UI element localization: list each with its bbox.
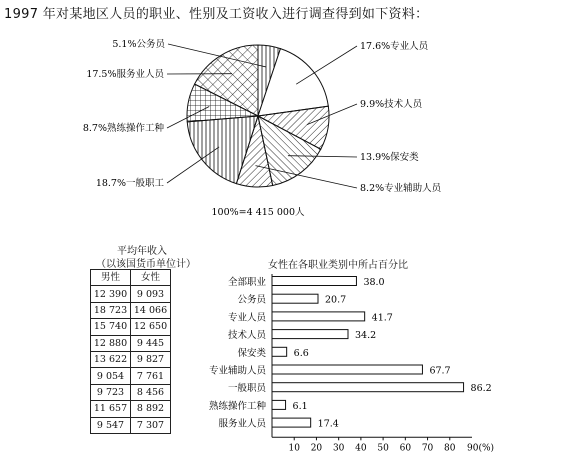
bar — [272, 312, 365, 321]
bar-category-label: 全部职业 — [227, 277, 266, 288]
female-income-cell: 8 456 — [131, 384, 171, 400]
x-tick-label: 30 — [332, 443, 345, 454]
salary-table-subtitle: （以该国货币单位计） — [96, 259, 196, 270]
male-income-cell: 13 622 — [91, 351, 131, 367]
salary-table-title: 平均年收入 — [117, 246, 167, 257]
pie-slice-label: 9.9%技术人员 — [360, 99, 423, 110]
x-tick-label: 50 — [377, 443, 389, 454]
table-row — [91, 351, 171, 367]
bar — [272, 365, 422, 374]
bar-category-label: 熟练操作工种 — [208, 400, 266, 412]
male-income-cell: 9 723 — [91, 384, 131, 400]
bar-category-label: 保安类 — [237, 347, 266, 359]
male-income-cell: 15 740 — [91, 319, 131, 335]
female-income-cell: 14 066 — [131, 302, 171, 318]
x-tick-label: 10 — [288, 443, 300, 454]
pie-slice-label: 8.7%熟练操作工种 — [82, 123, 164, 134]
bar — [272, 347, 287, 356]
bar — [272, 418, 311, 427]
salary-table — [90, 269, 171, 434]
bar-category-label: 公务员 — [237, 294, 266, 306]
bar-value-label: 34.2 — [355, 330, 377, 342]
female-income-cell: 9 445 — [131, 335, 171, 351]
bar-value-label: 20.7 — [325, 294, 347, 306]
male-income-cell: 11 657 — [91, 401, 131, 417]
table-row — [91, 335, 171, 351]
male-income-cell: 12 390 — [91, 286, 131, 302]
pie-slice-label: 17.5%服务业人员 — [86, 69, 164, 80]
bar-category-label: 专业辅助人员 — [208, 365, 266, 377]
bar — [272, 330, 348, 339]
bar-value-label: 6.1 — [292, 400, 308, 412]
bar-value-label: 41.7 — [371, 312, 393, 324]
bar — [272, 294, 318, 303]
bar-chart — [209, 274, 494, 453]
bar-value-label: 38.0 — [363, 277, 385, 288]
female-income-cell: 7 761 — [131, 368, 171, 384]
x-tick-label: 70 — [421, 443, 434, 454]
bar-value-label: 67.7 — [429, 365, 451, 377]
female-income-cell: 7 307 — [131, 417, 171, 433]
pie-chart — [83, 38, 443, 194]
pie-slice-label: 17.6%专业人员 — [360, 41, 429, 52]
bar-chart-title: 女性在各职业类别中所占百分比 — [268, 260, 408, 271]
male-income-cell: 9 054 — [91, 368, 131, 384]
pie-slice-label: 5.1%公务员 — [112, 39, 165, 50]
pie-slice-label: 8.2%专业辅助人员 — [360, 183, 442, 194]
bar-value-label: 17.4 — [317, 418, 339, 430]
male-income-cell: 18 723 — [91, 302, 131, 318]
x-tick-label: 80 — [444, 443, 456, 454]
table-row — [91, 286, 171, 302]
bar-value-label: 86.2 — [470, 383, 492, 395]
pie-slice-label: 18.7%一般职工 — [95, 178, 164, 189]
bar — [272, 277, 356, 286]
x-tick-label: 20 — [310, 443, 323, 454]
bar-category-label: 技术人员 — [227, 330, 266, 342]
column-header-female: 女性 — [131, 270, 171, 286]
bar — [272, 383, 464, 392]
page-title: 1997 年对某地区人员的职业、性别及工资收入进行调查得到如下资料： — [4, 7, 429, 22]
table-row — [91, 368, 171, 384]
column-header-male: 男性 — [91, 270, 131, 286]
bar-category-label: 专业人员 — [227, 312, 266, 324]
male-income-cell: 9 547 — [91, 417, 131, 433]
table-row — [91, 384, 171, 400]
female-income-cell: 12 650 — [131, 319, 171, 335]
female-income-cell: 8 892 — [131, 401, 171, 417]
female-income-cell: 9 827 — [131, 351, 171, 367]
table-row — [91, 417, 171, 433]
table-row — [91, 302, 171, 318]
x-tick-label-unit: 90(%) — [467, 443, 495, 454]
male-income-cell: 12 880 — [91, 335, 131, 351]
table-row — [91, 319, 171, 335]
bar-value-label: 6.6 — [293, 347, 309, 359]
x-tick-label: 40 — [355, 443, 367, 454]
pie-slice-label: 13.9%保安类 — [360, 152, 419, 163]
female-income-cell: 9 093 — [131, 286, 171, 302]
pie-total-label: 100%=4 415 000人 — [211, 207, 305, 218]
bar — [272, 400, 286, 409]
bar-category-label: 服务业人员 — [218, 418, 266, 430]
table-row — [91, 401, 171, 417]
bar-category-label: 一般职员 — [227, 383, 266, 395]
x-tick-label: 60 — [399, 443, 412, 454]
